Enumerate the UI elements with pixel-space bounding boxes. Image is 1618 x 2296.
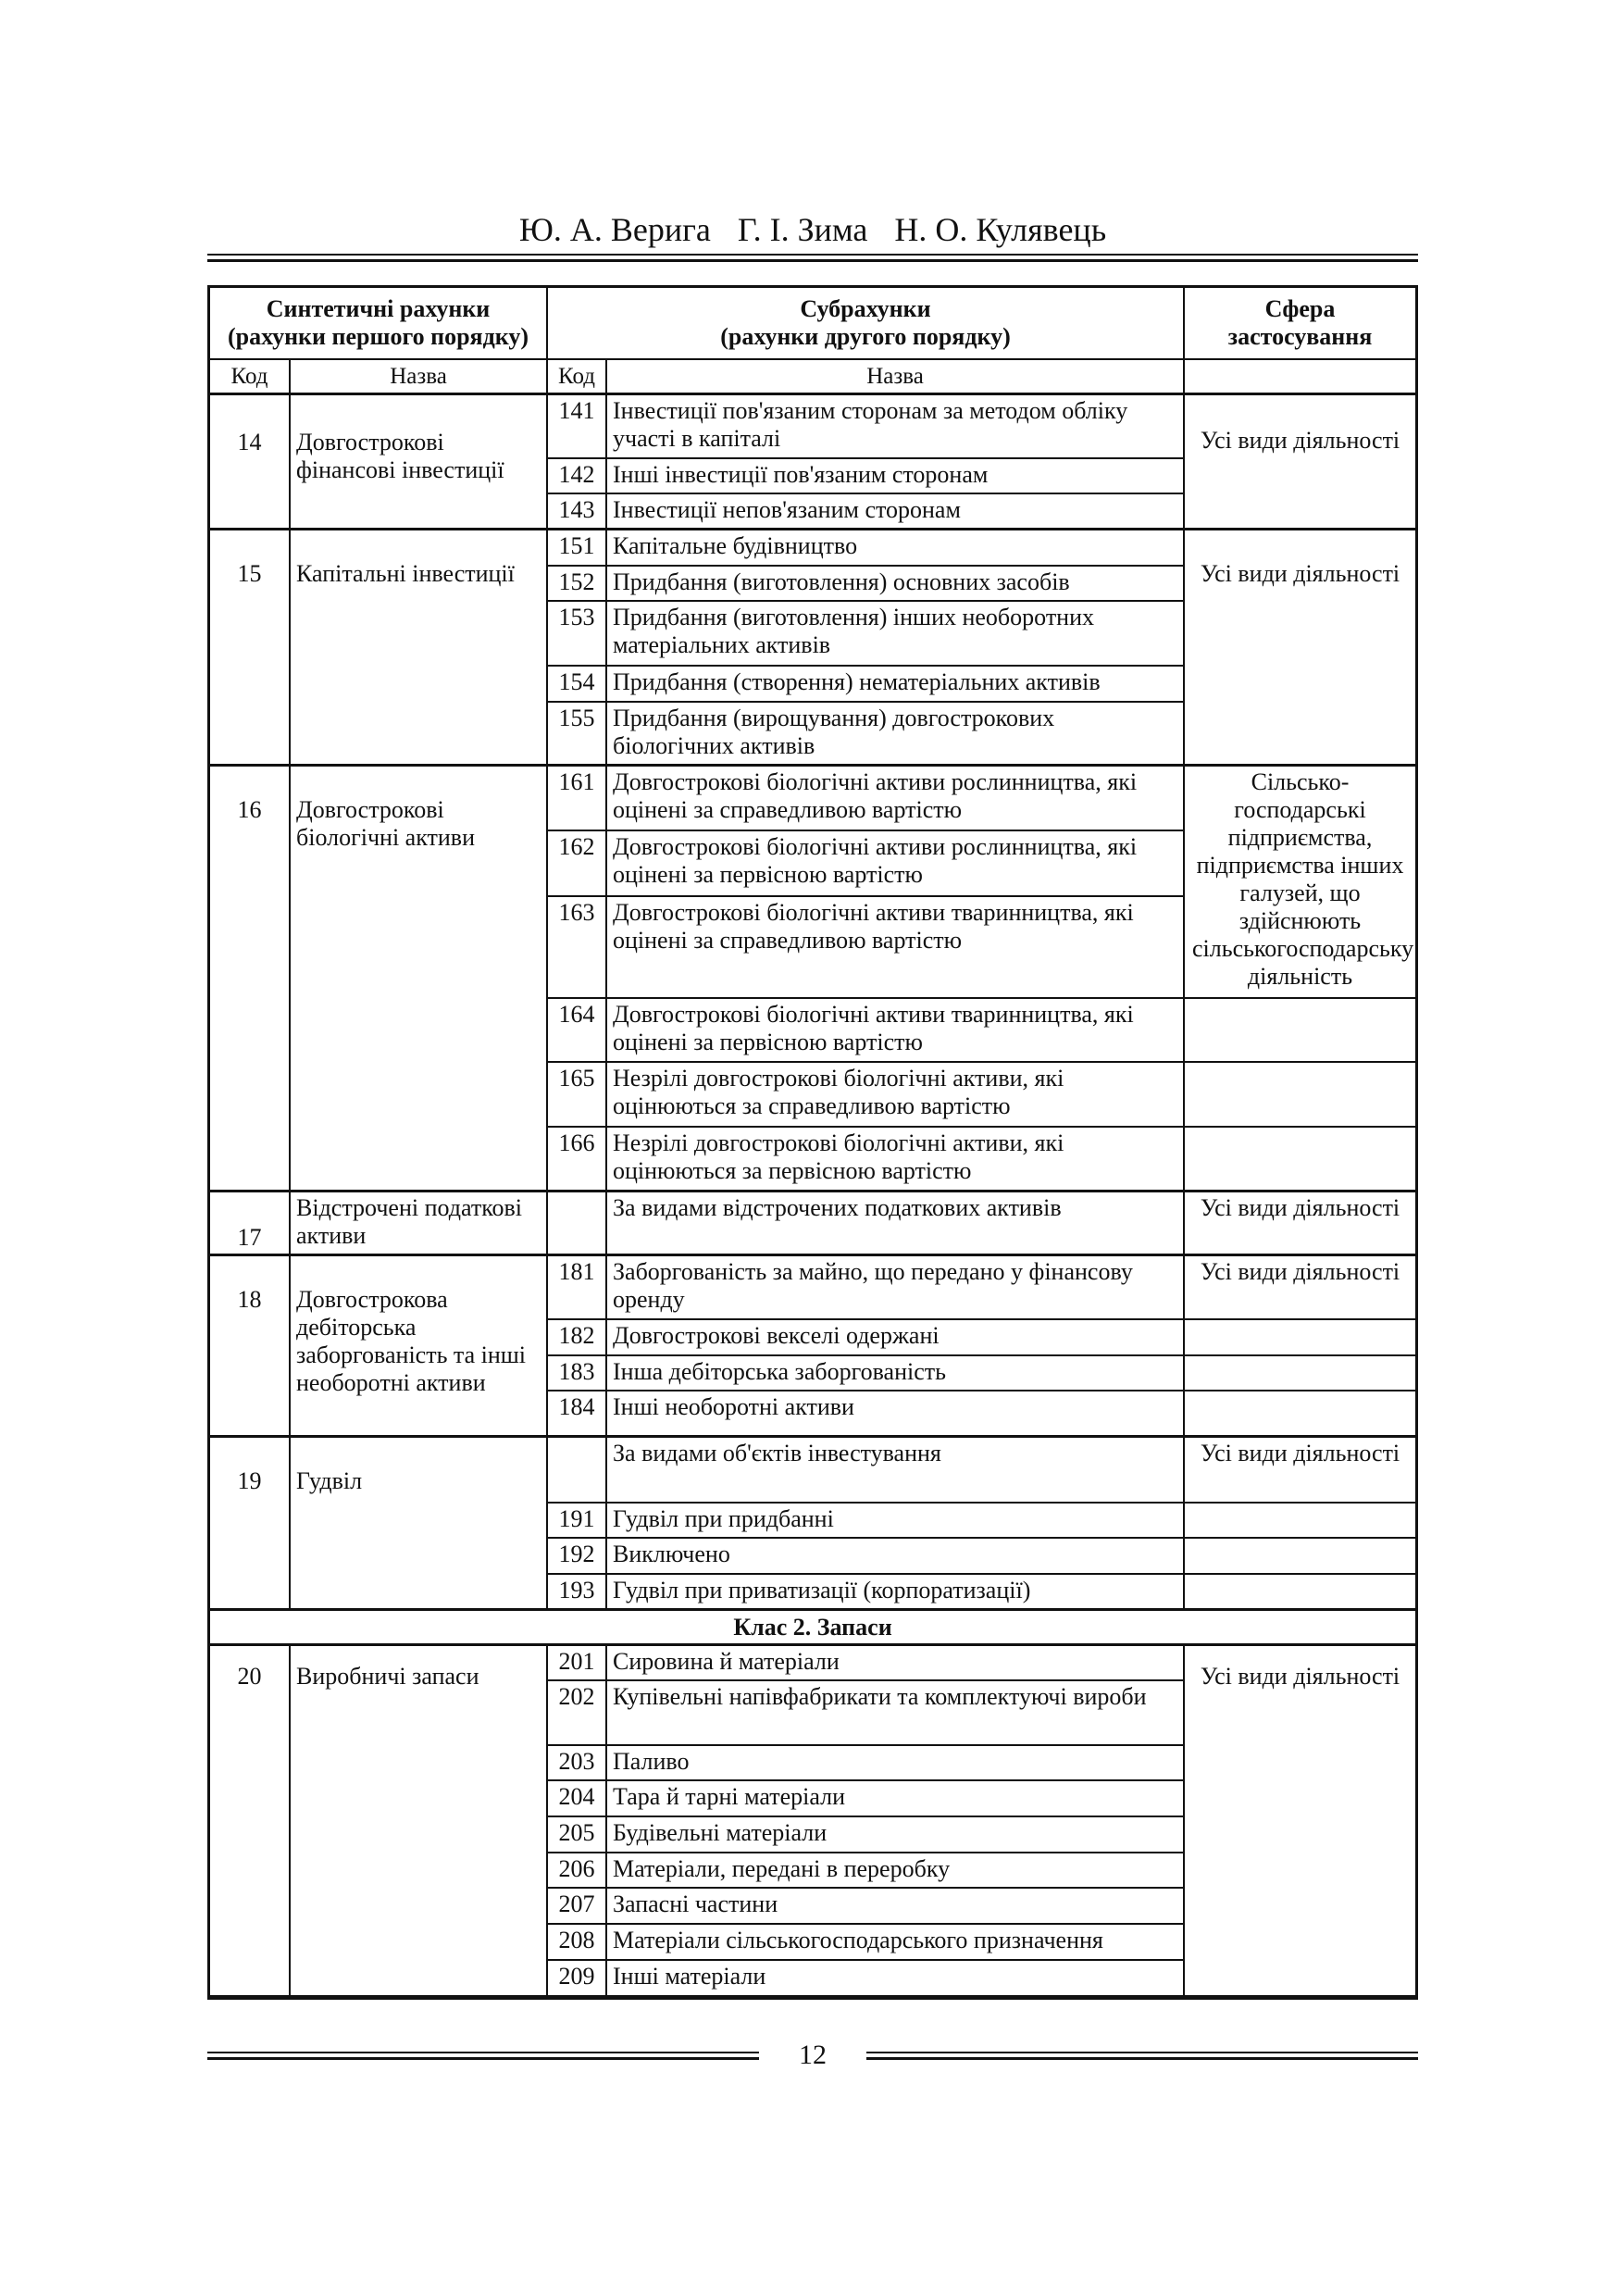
- scope-cell-empty: [1184, 998, 1415, 1062]
- subaccount-name: Матеріали, передані в переробку: [606, 1853, 1184, 1889]
- subaccount-name: Капітальне будівництво: [606, 530, 1184, 566]
- subaccount-code: 184: [547, 1391, 606, 1436]
- subaccount-code: 208: [547, 1924, 606, 1960]
- account-code: 19: [210, 1436, 290, 1610]
- class-divider-row: [210, 1610, 1415, 1645]
- account-code: 20: [210, 1644, 290, 1996]
- subaccount-name: Паливо: [606, 1745, 1184, 1781]
- footer-rule-left: [207, 2052, 759, 2060]
- subaccount-code: 151: [547, 530, 606, 566]
- subaccount-code: 141: [547, 393, 606, 457]
- subaccount-name: Сировина й матеріали: [606, 1644, 1184, 1680]
- subaccount-name: Інвестиції пов'язаним сторонам за методом обліку участі в капіталі: [606, 393, 1184, 457]
- table-row: [210, 1644, 1415, 1680]
- subaccounts-heading: Субрахунки (рахунки другого порядку): [547, 288, 1184, 359]
- scope-heading: Сфера застосування: [1184, 288, 1415, 359]
- account-name: Виробничі запаси: [290, 1644, 547, 1996]
- subaccount-code: 166: [547, 1127, 606, 1191]
- subaccount-name: За видами відстрочених податкових активів: [606, 1191, 1184, 1254]
- subaccount-code: 162: [547, 830, 606, 896]
- subaccount-code: 165: [547, 1062, 606, 1126]
- table-row: [210, 393, 1415, 457]
- table-header-row: [210, 288, 1415, 359]
- synthetic-accounts-heading: Синтетичні рахунки (рахунки першого порядку): [210, 288, 547, 359]
- subaccount-code: 203: [547, 1745, 606, 1781]
- subaccount-code: 209: [547, 1960, 606, 1996]
- account-name: Відстрочені податкові активи: [290, 1191, 547, 1254]
- subaccount-name: Інша дебіторська заборгованість: [606, 1355, 1184, 1391]
- scope-cell: Усі види діяльності: [1184, 1644, 1415, 1996]
- table-row: [210, 766, 1415, 831]
- subaccount-name: Гудвіл при придбанні: [606, 1503, 1184, 1539]
- subaccount-code: 152: [547, 566, 606, 602]
- subaccount-name: Запасні частини: [606, 1888, 1184, 1924]
- subaccount-name: Інвестиції непов'язаним сторонам: [606, 493, 1184, 530]
- scope-cell: Усі види діяльності: [1184, 393, 1415, 530]
- scope-cell-empty: [1184, 1538, 1415, 1574]
- subaccount-code: 207: [547, 1888, 606, 1924]
- subaccount-code: 155: [547, 702, 606, 766]
- subaccount-code: 206: [547, 1853, 606, 1889]
- scope-cell: Усі види діяльності: [1184, 1254, 1415, 1318]
- subaccount-name: Довгострокові біологічні активи тваринництва, які оцінені за справедливою вартістю: [606, 896, 1184, 998]
- subaccount-name: Придбання (створення) нематеріальних активів: [606, 666, 1184, 702]
- subaccount-name: Незрілі довгострокові біологічні активи, які оцінюються за первісною вартістю: [606, 1127, 1184, 1191]
- scope-subheading: [1184, 359, 1415, 393]
- subaccount-code: 161: [547, 766, 606, 831]
- subaccount-name: Довгострокові біологічні активи тваринництва, які оцінені за первісною вартістю: [606, 998, 1184, 1062]
- subaccount-name: Довгострокові біологічні активи рослинництва, які оцінені за первісною вартістю: [606, 830, 1184, 896]
- scope-cell: Сільсько-господарські підприємства, підприємства інших галузей, що здійснюють сільськогосподарську діяльність: [1184, 766, 1415, 998]
- subaccount-name: Придбання (виготовлення) інших необоротних матеріальних активів: [606, 601, 1184, 665]
- author-zyma: Г. І. Зима: [737, 211, 868, 248]
- class-2-heading: Клас 2. Запаси: [210, 1610, 1415, 1645]
- subaccount-code: 181: [547, 1254, 606, 1318]
- scope-cell-empty: [1184, 1574, 1415, 1610]
- subaccount-name: Заборгованість за майно, що передано у фінансову оренду: [606, 1254, 1184, 1318]
- scope-cell: Усі види діяльності: [1184, 1436, 1415, 1502]
- account-code: 16: [210, 766, 290, 1191]
- scope-cell-empty: [1184, 1319, 1415, 1355]
- subname-heading: Назва: [606, 359, 1184, 393]
- code-heading: Код: [210, 359, 290, 393]
- subaccount-code: 183: [547, 1355, 606, 1391]
- scope-cell: Усі види діяльності: [1184, 1191, 1415, 1254]
- subaccount-code: 142: [547, 458, 606, 494]
- account-name: Капітальні інвестиції: [290, 530, 547, 766]
- subaccount-name: Будівельні матеріали: [606, 1816, 1184, 1853]
- chart-of-accounts-table: [207, 285, 1418, 2000]
- page-number: 12: [799, 2040, 827, 2070]
- scope-cell-empty: [1184, 1391, 1415, 1436]
- scope-cell: Усі види діяльності: [1184, 530, 1415, 766]
- scope-cell-empty: [1184, 1503, 1415, 1539]
- subaccount-code: 154: [547, 666, 606, 702]
- subaccount-name: Придбання (вирощування) довгострокових біологічних активів: [606, 702, 1184, 766]
- table-row: [210, 1191, 1415, 1254]
- subaccount-code: 163: [547, 896, 606, 998]
- subaccount-code: 205: [547, 1816, 606, 1853]
- subaccount-name: Довгострокові біологічні активи рослинництва, які оцінені за справедливою вартістю: [606, 766, 1184, 831]
- subaccount-name: Інші інвестиції пов'язаним сторонам: [606, 458, 1184, 494]
- subaccount-code: 143: [547, 493, 606, 530]
- subaccount-code: 153: [547, 601, 606, 665]
- author-kuliavets: Н. О. Кулявець: [894, 211, 1107, 248]
- scope-cell-empty: [1184, 1062, 1415, 1126]
- scope-cell-empty: [1184, 1355, 1415, 1391]
- account-name: Довгострокові фінансові інвестиції: [290, 393, 547, 530]
- author-veryha: Ю. А. Верига: [518, 211, 711, 248]
- account-code: 15: [210, 530, 290, 766]
- subaccount-code: 191: [547, 1503, 606, 1539]
- account-code: 17: [210, 1191, 290, 1254]
- table-row: [210, 530, 1415, 566]
- subaccount-name: Купівельні напівфабрикати та комплектуючі вироби: [606, 1680, 1184, 1744]
- table-row: [210, 1254, 1415, 1318]
- header-rule: [207, 254, 1418, 262]
- subaccount-code: 164: [547, 998, 606, 1062]
- account-code: 14: [210, 393, 290, 530]
- footer-rule-right: [866, 2052, 1418, 2060]
- subaccount-code: 182: [547, 1319, 606, 1355]
- account-name: Гудвіл: [290, 1436, 547, 1610]
- table-row: [210, 1436, 1415, 1502]
- subaccount-name: Тара й тарні матеріали: [606, 1780, 1184, 1816]
- scope-cell-empty: [1184, 1127, 1415, 1191]
- subaccount-name: За видами об'єктів інвестування: [606, 1436, 1184, 1502]
- subaccount-code: 204: [547, 1780, 606, 1816]
- account-name: Довгострокова дебіторська заборгованість та інші необоротні активи: [290, 1254, 547, 1436]
- subaccount-name: Придбання (виготовлення) основних засобів: [606, 566, 1184, 602]
- account-name: Довгострокові біологічні активи: [290, 766, 547, 1191]
- subaccount-code-empty: [547, 1191, 606, 1254]
- subaccount-name: Довгострокові векселі одержані: [606, 1319, 1184, 1355]
- account-code: 18: [210, 1254, 290, 1436]
- subaccount-name: Матеріали сільськогосподарського призначення: [606, 1924, 1184, 1960]
- subaccount-code-empty: [547, 1436, 606, 1502]
- table-subheader-row: [210, 359, 1415, 393]
- subaccount-code: 202: [547, 1680, 606, 1744]
- subaccount-code: 193: [547, 1574, 606, 1610]
- subaccount-code: 192: [547, 1538, 606, 1574]
- subaccount-name: Інші матеріали: [606, 1960, 1184, 1996]
- name-heading: Назва: [290, 359, 547, 393]
- subaccount-name: Незрілі довгострокові біологічні активи, які оцінюються за справедливою вартістю: [606, 1062, 1184, 1126]
- subcode-heading: Код: [547, 359, 606, 393]
- subaccount-name: Гудвіл при приватизації (корпоратизації): [606, 1574, 1184, 1610]
- subaccount-name: Інші необоротні активи: [606, 1391, 1184, 1436]
- subaccount-name: Виключено: [606, 1538, 1184, 1574]
- subaccount-code: 201: [547, 1644, 606, 1680]
- running-header: [207, 206, 1418, 254]
